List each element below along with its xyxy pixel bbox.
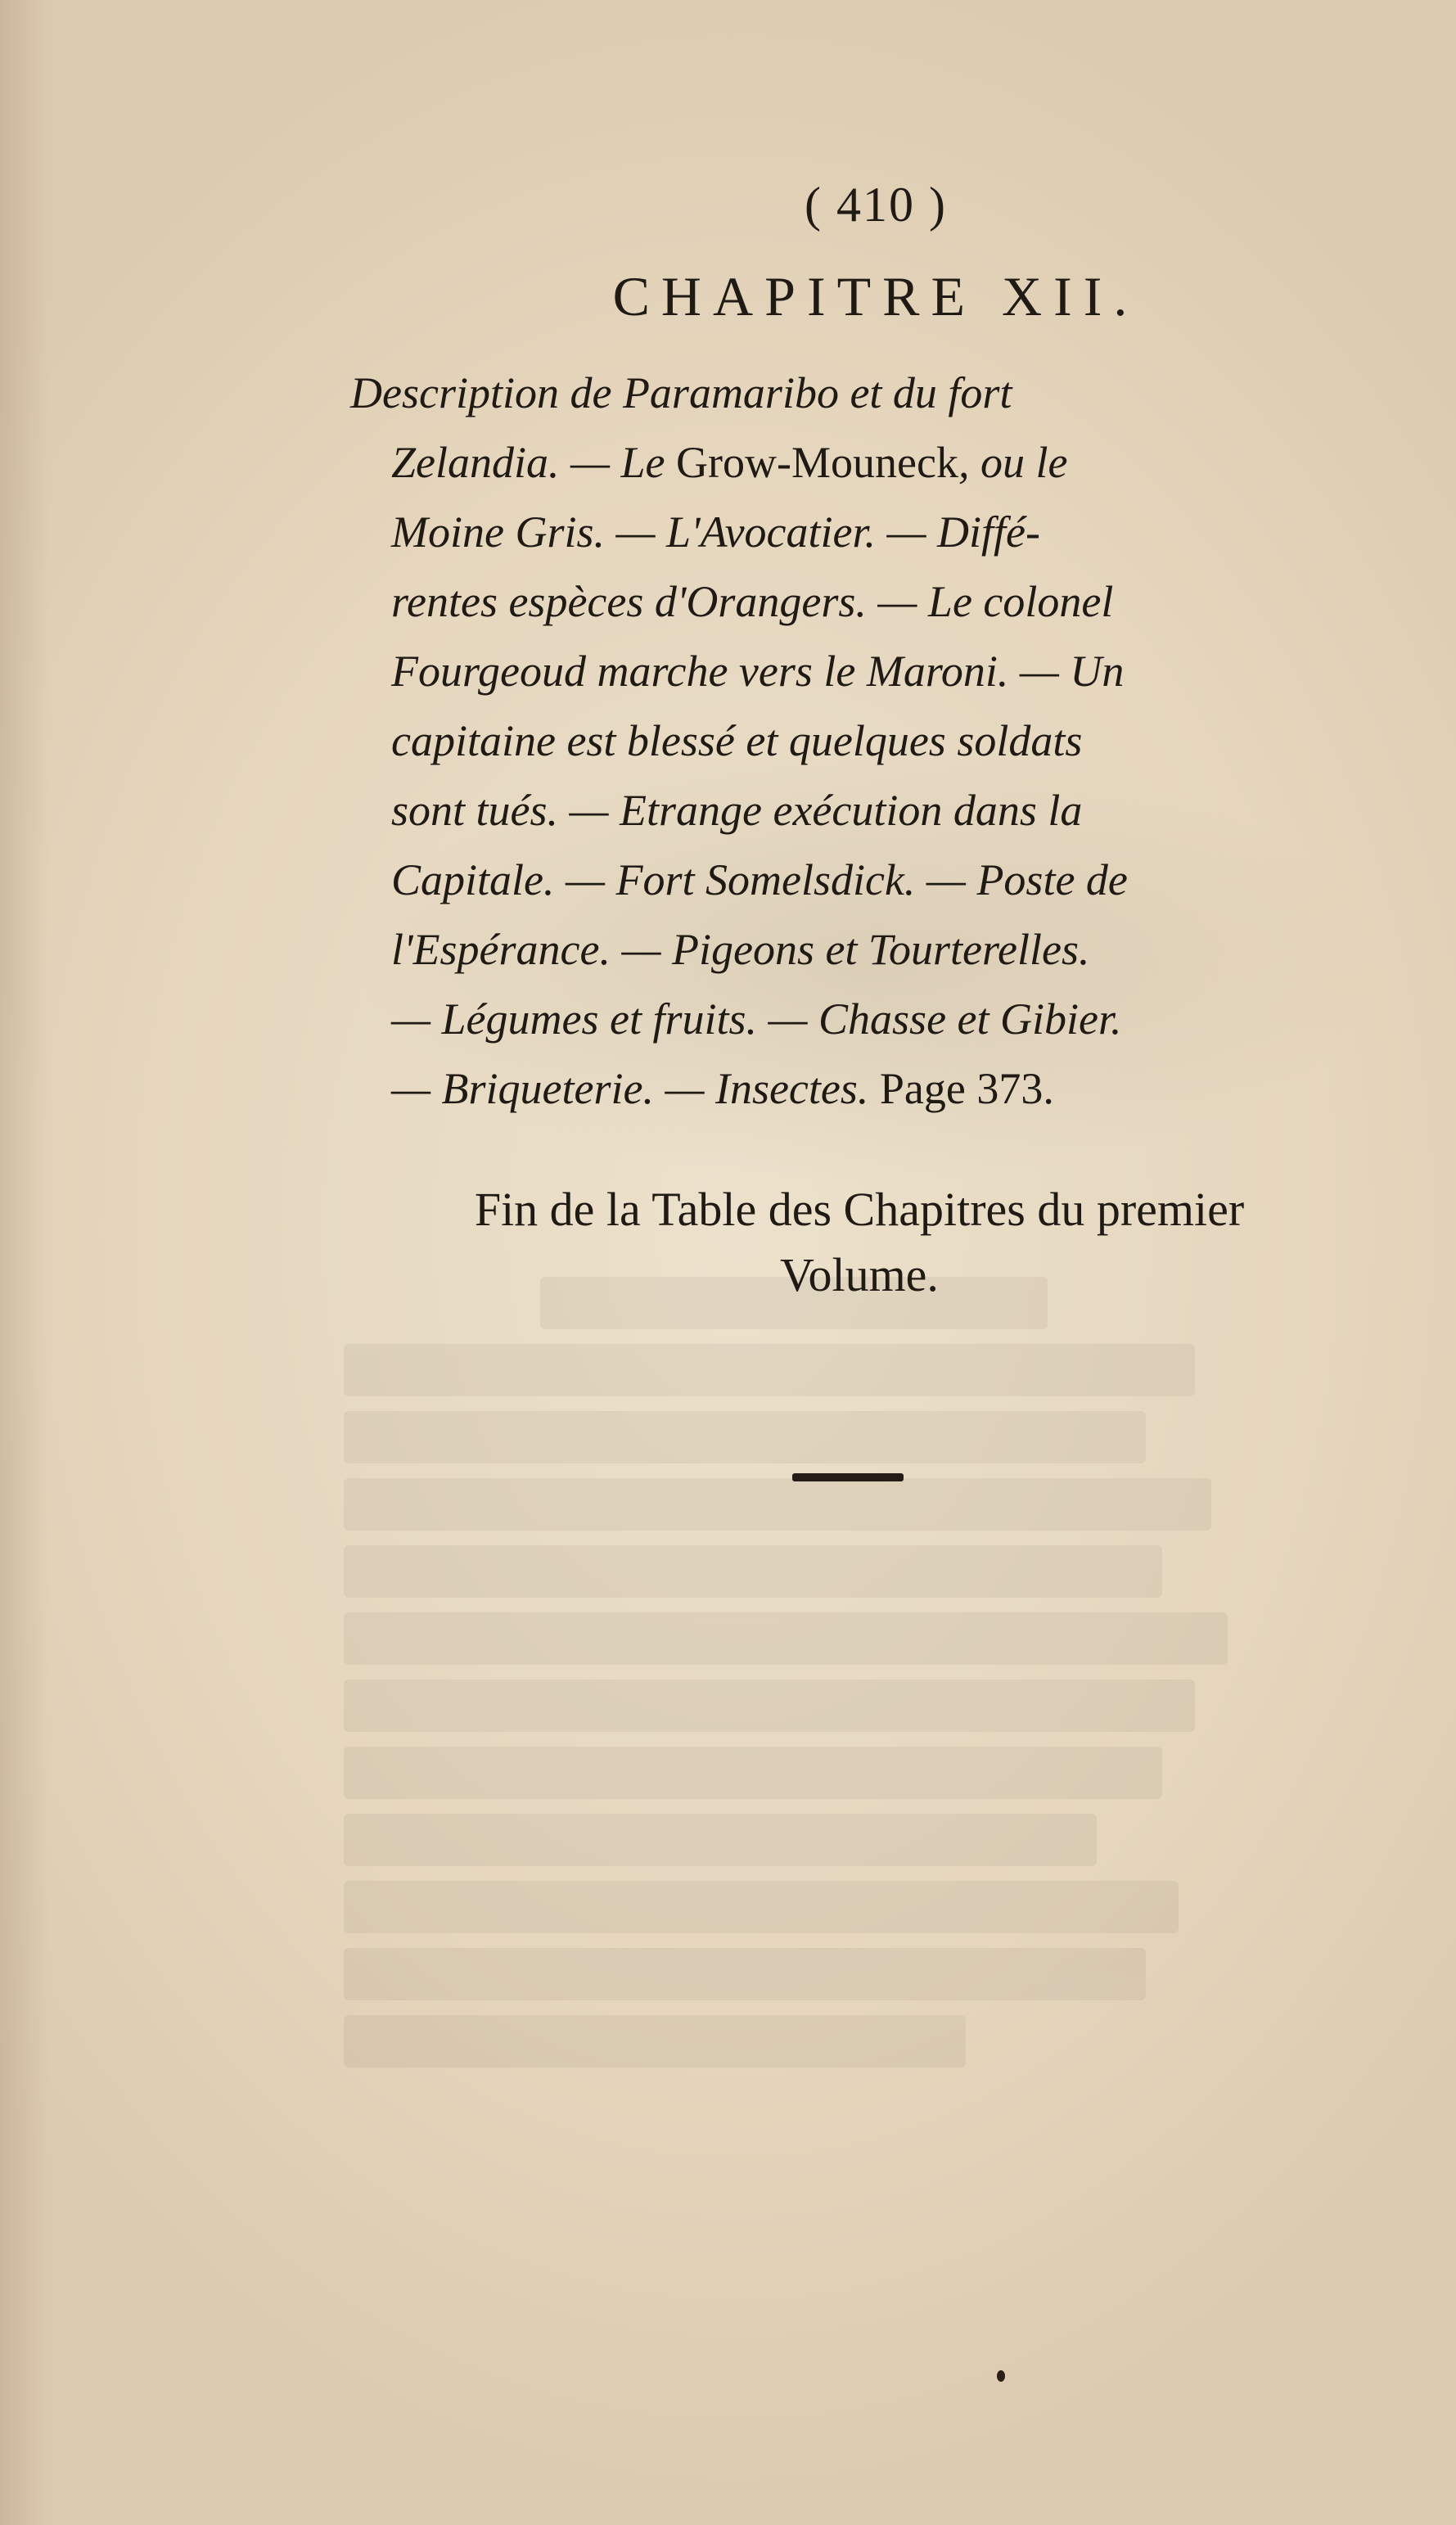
- summary-line: Fourgeoud marche vers le Maroni. — Un: [391, 647, 1125, 696]
- summary-line: sont tués. — Etrange exécution dans la: [391, 786, 1083, 835]
- summary-line: — Légumes et fruits. — Chasse et Gibier.: [391, 994, 1122, 1044]
- summary-line: — Briqueterie. — Insectes. Page 373.: [391, 1064, 1054, 1113]
- spine-shadow: [0, 0, 49, 2525]
- summary-line: rentes espèces d'Orangers. — Le colonel: [391, 577, 1114, 626]
- chapter-title: CHAPITRE XII.: [612, 265, 1139, 327]
- summary-line: Description de Paramaribo et du fort: [350, 368, 1012, 417]
- summary-line: capitaine est blessé et quelques soldats: [391, 716, 1083, 765]
- summary-line: Moine Gris. — L'Avocatier. — Diffé-: [391, 507, 1040, 557]
- bleed-through-text: [344, 1277, 1326, 2177]
- end-note-line-2: Volume.: [780, 1248, 939, 1301]
- summary-line: Zelandia. — Le Grow-Mouneck, ou le: [391, 438, 1068, 487]
- summary-line: l'Espérance. — Pigeons et Tourterelles.: [391, 925, 1090, 974]
- page-number: ( 410 ): [805, 178, 947, 232]
- summary-line: Capitale. — Fort Somelsdick. — Poste de: [391, 855, 1128, 904]
- ink-speck: [997, 2370, 1005, 2382]
- chapter-summary: [350, 358, 1390, 1124]
- ornament-rule: [792, 1473, 904, 1481]
- end-note-line-1: Fin de la Table des Chapitres du premier: [474, 1183, 1245, 1236]
- end-of-table-note: [327, 1177, 1391, 1308]
